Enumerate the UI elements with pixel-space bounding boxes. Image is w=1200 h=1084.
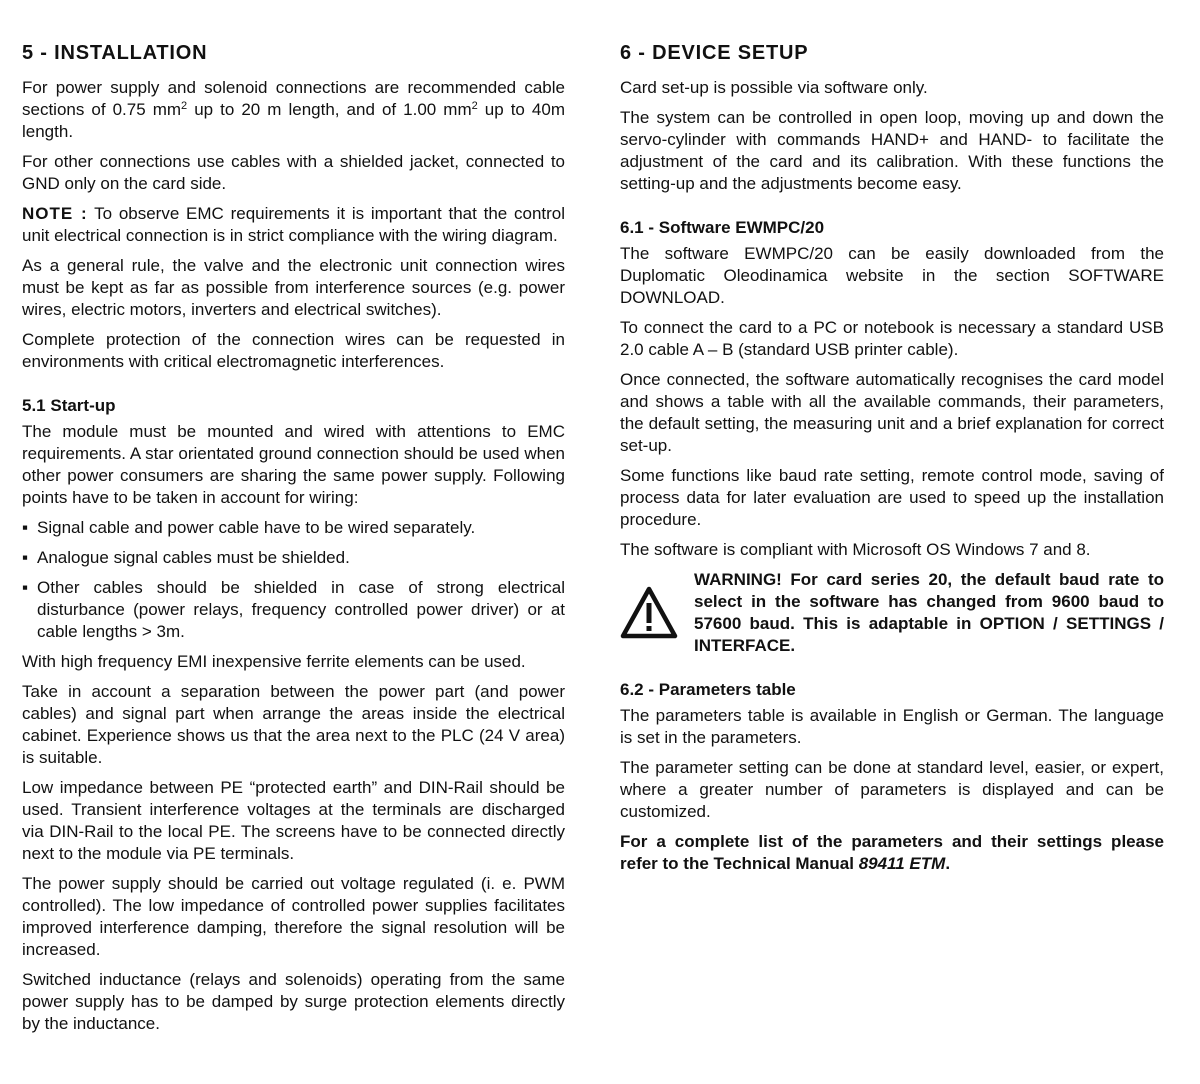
power-supply-paragraph: The power supply should be carried out voltage regulated (i. e. PWM controlled). The low impedance of controlled power supplies facilitates improved interference damping, therefore the signal resolution will be increased. (22, 874, 565, 959)
note-text: To observe EMC requirements it is important that the control unit electrical connection is in strict compliance with the wiring diagram. (22, 204, 566, 245)
list-item (22, 577, 565, 643)
manual-reference-text: For a complete list of the parameters and their settings please refer to the Technical Manual (620, 832, 1164, 873)
functions-paragraph: Some functions like baud rate setting, remote control mode, saving of process data for later evaluation are used to speed up the installation procedure. (620, 466, 1164, 529)
list-item-text: Other cables should be shielded in case of strong electrical disturbance (power relays, frequency controlled power driver) or at cable lengths > 3m. (37, 578, 565, 641)
shielded-cables-paragraph: For other connections use cables with a shielded jacket, connected to GND only on the card side. (22, 152, 565, 193)
complete-protection-paragraph: Complete protection of the connection wires can be requested in environments with critical electromagnetic interferences. (22, 330, 565, 371)
software-subheading: 6.1 - Software EWMPC/20 (620, 218, 825, 237)
note-label: NOTE : (22, 204, 88, 223)
bullet-icon: ▪ (22, 548, 29, 567)
general-rule-paragraph: As a general rule, the valve and the electronic unit connection wires must be kept as far as possible from interference sources (e.g. power wires, electric motors, inverters and electrical switches). (22, 256, 565, 319)
startup-subheading: 5.1 Start-up (22, 396, 116, 415)
cable-sections-paragraph (22, 77, 565, 143)
cable-sections-text-c: up to 40m length. (22, 100, 565, 141)
manual-code: 89411 ETM (858, 854, 946, 873)
device-setup-column (620, 40, 1164, 883)
technical-manual-reference (620, 831, 1164, 875)
cable-sections-text-a: For power supply and solenoid connections are recommended cable sections of 0.75 mm (22, 78, 565, 119)
installation-column (22, 40, 565, 1043)
module-mounting-paragraph: The module must be mounted and wired with attentions to EMC requirements. A star orientated ground connection should be used when other power consumers are sharing the same power supply. Following points have to be taken in account for wiring: (22, 422, 565, 507)
warning-text: WARNING! For card series 20, the default baud rate to select in the software has changed from 9600 baud to 57600 baud. This is adaptable in OPTION / SETTINGS / INTERFACE. (694, 570, 1164, 655)
parameters-table-subheading: 6.2 - Parameters table (620, 680, 796, 699)
parameter-setting-paragraph: The parameter setting can be done at standard level, easier, or expert, where a greater number of parameters is displayed and can be customized. (620, 758, 1164, 821)
warning-triangle-icon (620, 586, 678, 640)
warning-box (620, 569, 1164, 657)
card-setup-paragraph: Card set-up is possible via software only. (620, 78, 928, 97)
installation-heading: 5 - INSTALLATION (22, 42, 208, 64)
superscript-2: 2 (181, 100, 188, 112)
list-item-text: Analogue signal cables must be shielded. (37, 548, 350, 567)
bullet-icon: ▪ (22, 578, 29, 597)
wiring-points-list (22, 517, 565, 643)
list-item-text: Signal cable and power cable have to be wired separately. (37, 518, 476, 537)
software-download-paragraph: The software EWMPC/20 can be easily downloaded from the Duplomatic Oleodinamica website in the section SOFTWARE DOWNLOAD. (620, 244, 1164, 307)
bullet-icon: ▪ (22, 518, 29, 537)
note-paragraph (22, 203, 565, 247)
auto-recognition-paragraph: Once connected, the software automatically recognises the card model and shows a table with all the available commands, their parameters, the default setting, the measuring unit and a brief explanation for correct set-up. (620, 370, 1164, 455)
switched-inductance-paragraph: Switched inductance (relays and solenoids) operating from the same power supply has to be damped by surge protection elements directly by the inductance. (22, 970, 565, 1033)
list-item (22, 547, 565, 569)
parameters-language-paragraph: The parameters table is available in English or German. The language is set in the parameters. (620, 706, 1164, 747)
open-loop-paragraph: The system can be controlled in open loop, moving up and down the servo-cylinder with commands HAND+ and HAND- to facilitate the adjustment of the card and its calibration. With these functions the setting-up and the adjustments become easy. (620, 108, 1164, 193)
list-item (22, 517, 565, 539)
superscript-2: 2 (471, 100, 478, 112)
separation-paragraph: Take in account a separation between the power part (and power cables) and signal part when arrange the areas inside the electrical cabinet. Experience shows us that the area next to the PLC (24 V area) is suitable. (22, 682, 565, 767)
manual-reference-end: . (945, 854, 951, 873)
usb-connection-paragraph: To connect the card to a PC or notebook is necessary a standard USB 2.0 cable A – B (standard USB printer cable). (620, 318, 1164, 359)
ferrite-paragraph: With high frequency EMI inexpensive ferrite elements can be used. (22, 652, 526, 671)
cable-sections-text-b: up to 20 m length, and of 1.00 mm (187, 100, 472, 119)
low-impedance-paragraph: Low impedance between PE “protected earth” and DIN-Rail should be used. Transient interference voltages at the terminals are discharged via DIN-Rail to the local PE. The screens have to be connected directly next to the module via PE terminals. (22, 778, 565, 863)
os-compliance-paragraph: The software is compliant with Microsoft OS Windows 7 and 8. (620, 540, 1091, 559)
device-setup-heading: 6 - DEVICE SETUP (620, 42, 809, 64)
